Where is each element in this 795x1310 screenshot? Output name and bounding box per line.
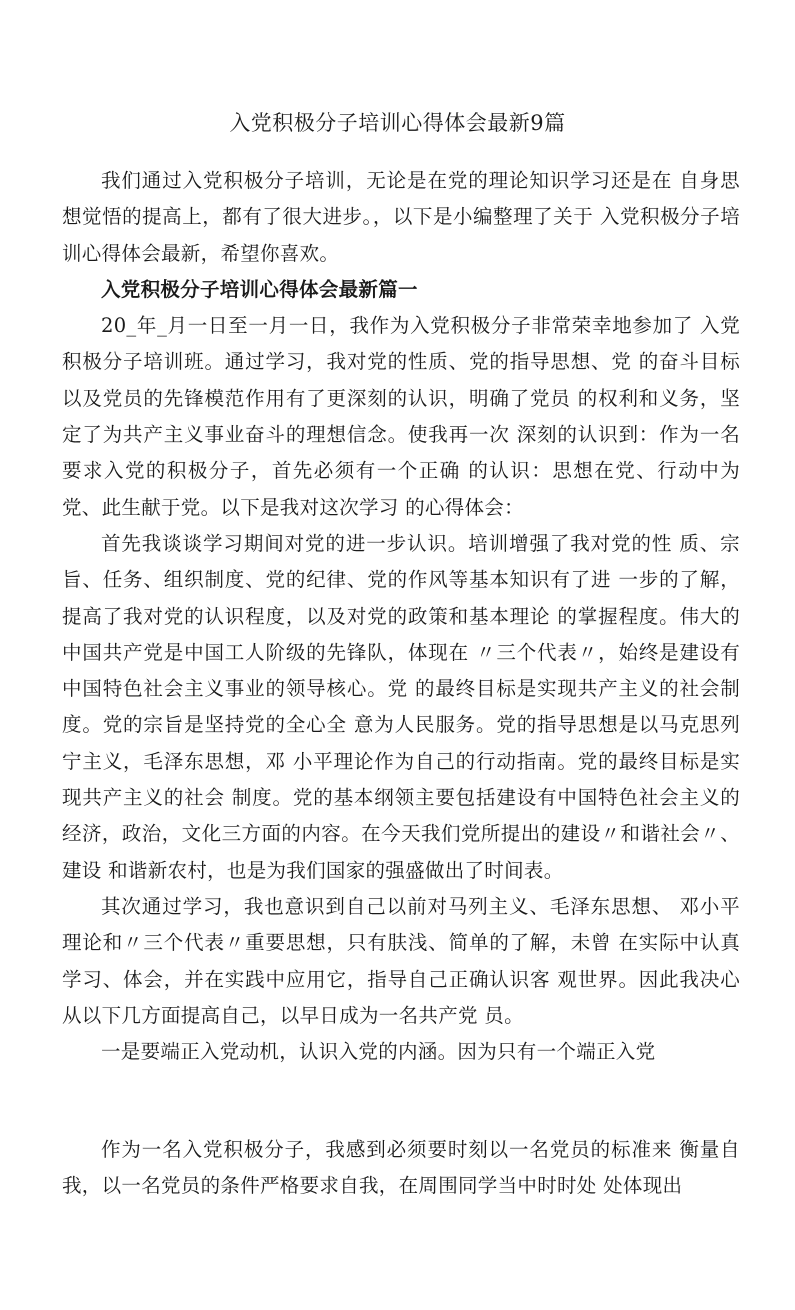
section-heading-1: 入党积极分子培训心得体会最新篇一 bbox=[101, 277, 418, 301]
document-title: 入党积极分子培训心得体会最新9篇 bbox=[229, 111, 566, 135]
intro-paragraph: 我们通过入党积极分子培训，无论是在党的理论知识学习还是在 自身思想觉悟的提高上，都有了很大进步。，以下是小编整理了关于 入党积极分子培训心得体会最新，希望你喜欢。 bbox=[62, 169, 740, 265]
paragraph-dates: 20_年_月一日至一月一日，我作为入党积极分子非常荣幸地参加了 入党积极分子培训班。通过学习，我对党的性质、党的指导思想、党 的奋斗目标以及党员的先锋模范作用有了更深刻的认识，明确了党员 的权利和义务，坚定了为共产主义事业奋斗的理想信念。使我再一次 深刻的认识到：作为一名要求入党的积极分子，首先必须有一个正确 的认识：思想在党、行动中为党、此生献于党。以下是我对这次学习 的心得体会： bbox=[62, 314, 740, 519]
paragraph-point-one: 一是要端正入党动机，认识入党的内涵。因为只有一个端正入党 bbox=[101, 1040, 656, 1064]
paragraph-realization: 其次通过学习，我也意识到自己以前对马列主义、毛泽东思想、 邓小平理论和〃三个代表〃重要思想，只有肤浅、简单的了解，未曾 在实际中认真学习、体会，并在实践中应用它，指导自己正确认识客 观世界。因此我决心从以下几方面提高自己，以早日成为一名共产党 员。 bbox=[62, 894, 740, 1027]
document-body-continued bbox=[62, 1132, 740, 1205]
document-body bbox=[62, 163, 740, 1070]
paragraph-understanding: 首先我谈谈学习期间对党的进一步认识。培训增强了我对党的性 质、宗旨、任务、组织制度、党的纪律、党的作风等基本知识有了进 一步的了解，提高了我对党的认识程度，以及对党的政策和基本理论 的掌握程度。伟大的中国共产党是中国工人阶级的先锋队，体现在 〃三个代表〃，始终是建设有中国特色社会主义事业的领导核心。党 的最终目标是实现共产主义的社会制度。党的宗旨是坚持党的全心全 意为人民服务。党的指导思想是以马克思列宁主义，毛泽东思想，邓 小平理论作为自己的行动指南。党的最终目标是实现共产主义的社会 制度。党的基本纲领主要包括建设有中国特色社会主义的经济，政治，文化三方面的内容。在今天我们党所提出的建设〃和谐社会〃、建设 和谐新农村，也是为我们国家的强盛做出了时间表。 bbox=[62, 531, 740, 882]
paragraph-standard: 作为一名入党积极分子，我感到必须要时刻以一名党员的标准来 衡量自我，以一名党员的条件严格要求自我，在周围同学当中时时处 处体现出 bbox=[62, 1138, 740, 1198]
